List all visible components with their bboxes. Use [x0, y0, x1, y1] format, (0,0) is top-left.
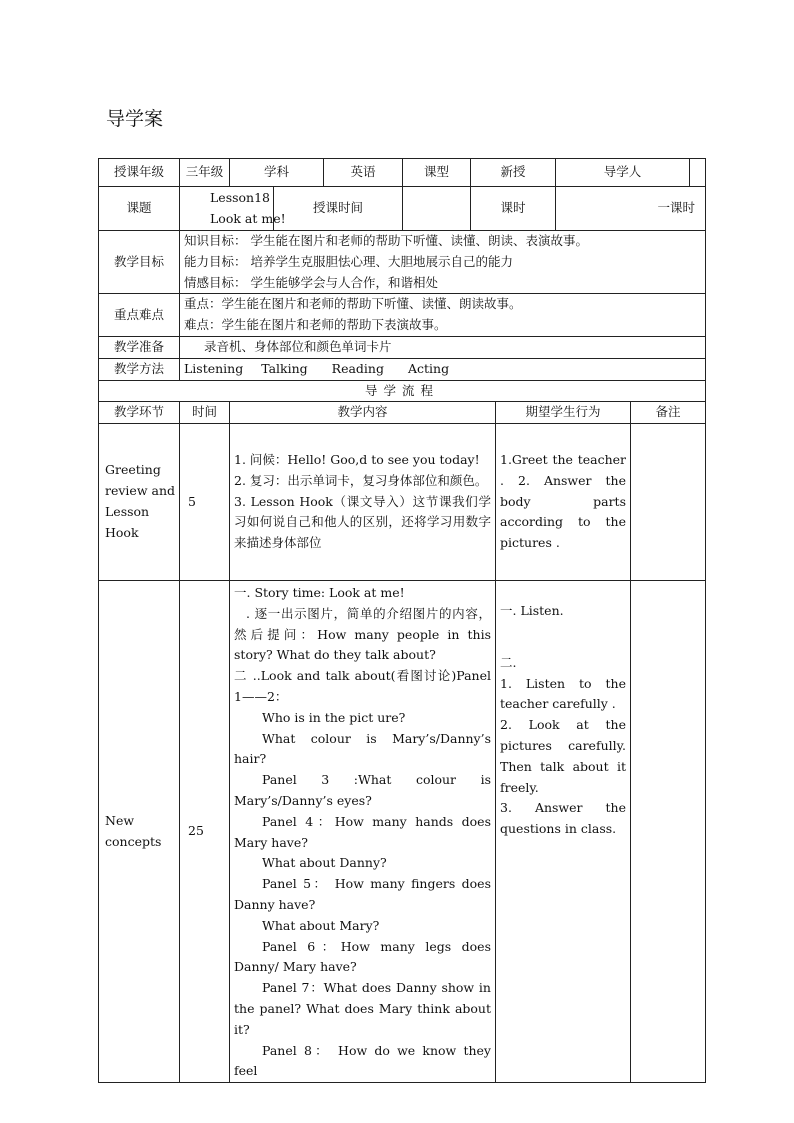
key-points-content — [180, 294, 706, 337]
teacher-value — [690, 159, 706, 187]
flow-table — [98, 401, 706, 1083]
type-label: 课型 — [403, 159, 471, 187]
preparation-row — [99, 336, 706, 358]
preparation-value: 录音机、身体部位和颜色单词卡片 — [180, 336, 706, 358]
objectives-row — [99, 231, 706, 294]
behavior-line: 一. Listen. — [500, 603, 564, 618]
step-time: 5 — [180, 424, 230, 581]
methods-row — [99, 358, 706, 380]
stage-line: New — [105, 812, 135, 828]
stage-line: Lesson — [105, 504, 150, 519]
topic-line-2: Look at me! — [210, 210, 286, 226]
time-value — [403, 187, 471, 231]
content-line: What about Danny? — [262, 855, 387, 871]
step-row — [99, 581, 706, 1083]
behavior-line: 二. — [500, 654, 517, 670]
stage-line: Hook — [105, 524, 139, 540]
step-behavior — [496, 581, 631, 1083]
step-content — [230, 424, 496, 581]
content-line: 1. 问候：Hello! Goo,d to see you today! — [234, 452, 480, 467]
content-line: Who is in the pict ure? — [262, 709, 406, 725]
content-line: 2. 复习：出示单词卡，复习身体部位和颜色。 — [234, 472, 488, 488]
info-row-1 — [99, 159, 706, 187]
document-title: 导学案 — [106, 108, 164, 130]
teacher-label: 导学人 — [556, 159, 690, 187]
preparation-label: 教学准备 — [99, 336, 180, 358]
content-line: Panel 4：How many hands does Mary have? — [234, 813, 491, 850]
step-stage — [99, 424, 180, 581]
content-line: What about Mary? — [262, 917, 380, 933]
info-row-2 — [99, 187, 706, 231]
header-stage: 教学环节 — [99, 402, 180, 424]
method-item: Talking — [261, 360, 308, 376]
header-notes: 备注 — [631, 402, 706, 424]
content-line: What colour is Mary’s/Danny’s hair? — [234, 730, 491, 767]
objective-ability: 能力目标： 培养学生克服胆怯心理、大胆地展示自己的能力 — [184, 253, 513, 269]
topic-label: 课题 — [99, 187, 180, 231]
content-line: 3. Lesson Hook（课文导入）这节课我们学习如何说自己和他人的区别，还将学习用数字来描述身体部位 — [234, 493, 491, 551]
method-item: Listening — [184, 360, 244, 376]
method-item: Acting — [407, 360, 450, 376]
step-content — [230, 581, 496, 1083]
content-line: 一. Story time: Look at me! — [234, 585, 405, 600]
key-point: 重点：学生能在图片和老师的帮助下听懂、读懂、朗读故事。 — [184, 296, 522, 312]
content-line: Panel 8： How do we know they feel — [234, 1042, 491, 1079]
objectives-content — [180, 231, 706, 294]
content-line: Panel 7：What does Danny show in the panel? What does Mary think about it? — [234, 980, 491, 1037]
step-time: 25 — [180, 581, 230, 1083]
objective-emotion: 情感目标： 学生能够学会与人合作，和谐相处 — [184, 274, 438, 290]
step-notes — [631, 424, 706, 581]
behavior-line: 3. Answer the questions in class. — [500, 800, 626, 837]
step-behavior: 1.Greet the teacher . 2. Answer the body parts according to the pictures . — [496, 424, 631, 581]
content-line: Panel 5： How many fingers does Danny have? — [234, 876, 491, 912]
header-content: 教学内容 — [230, 402, 496, 424]
objective-knowledge: 知识目标： 学生能在图片和老师的帮助下听懂、读懂、朗读、表演故事。 — [184, 233, 588, 248]
content-line: . 逐一出示图片，简单的介绍图片的内容，然后提问：How many people in this story? What do they talk about? — [234, 605, 491, 663]
behavior-line: 1. Listen to the teacher carefully . — [500, 675, 626, 712]
hours-label: 课时 — [471, 187, 556, 231]
stage-line: review and — [105, 483, 176, 499]
method-item: Reading — [331, 360, 384, 376]
step-notes — [631, 581, 706, 1083]
grade-value: 三年级 — [180, 159, 230, 187]
subject-label: 学科 — [230, 159, 324, 187]
content-line: Panel 6：How many legs does Danny/ Mary have? — [234, 938, 491, 975]
flow-header-row — [99, 402, 706, 424]
methods-value — [180, 358, 706, 380]
content-line: 二 ..Look and talk about(看图讨论)Panel 1——2： — [234, 668, 491, 704]
header-behavior: 期望学生行为 — [496, 402, 631, 424]
header-time: 时间 — [180, 402, 230, 424]
stage-line: Greeting — [105, 462, 161, 478]
type-value: 新授 — [471, 159, 556, 187]
stage-line: concepts — [105, 833, 162, 849]
subject-value: 英语 — [324, 159, 403, 187]
grade-label: 授课年级 — [99, 159, 180, 187]
difficult-point: 难点：学生能在图片和老师的帮助下表演故事。 — [184, 317, 447, 333]
key-points-label: 重点难点 — [99, 294, 180, 337]
key-points-row — [99, 294, 706, 337]
objectives-label: 教学目标 — [99, 231, 180, 294]
topic-line-1: Lesson18 — [210, 189, 271, 205]
flow-title-row — [99, 380, 706, 402]
methods-label: 教学方法 — [99, 358, 180, 380]
step-stage — [99, 581, 180, 1083]
step-row — [99, 424, 706, 581]
content-line: Panel 3 :What colour is Mary’s/Danny’s eyes? — [234, 772, 491, 808]
behavior-line: 2. Look at the pictures carefully. Then talk about it freely. — [500, 717, 626, 795]
time-label: 授课时间 — [274, 187, 403, 231]
hours-value: 一课时 — [556, 187, 706, 231]
topic-value — [180, 187, 286, 231]
flow-title: 导学流程 — [99, 380, 706, 402]
lesson-plan-table — [98, 158, 706, 402]
